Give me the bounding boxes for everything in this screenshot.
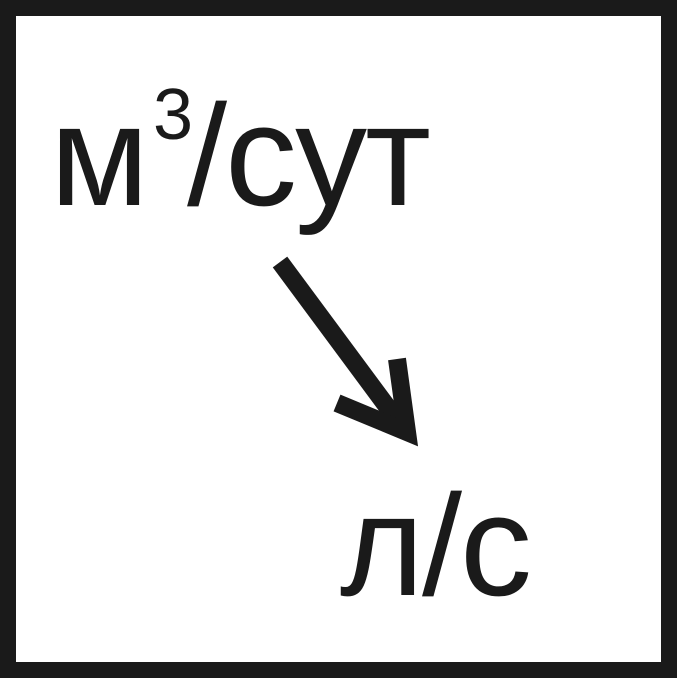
source-unit [50,75,430,236]
target-unit: л/с [340,465,531,626]
source-unit-exponent: 3 [153,75,194,155]
source-unit-base: м [50,75,147,236]
source-unit-suffix: /сут [187,75,430,236]
